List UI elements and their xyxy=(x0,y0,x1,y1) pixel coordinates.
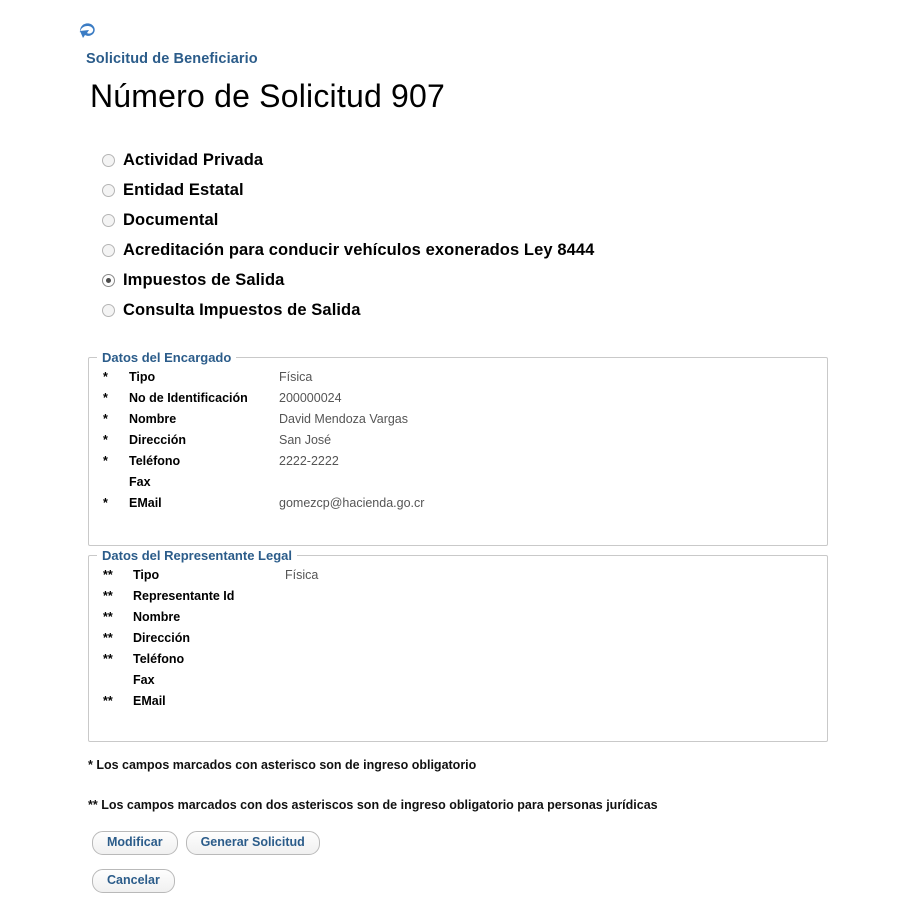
field-row xyxy=(103,691,318,712)
field-value xyxy=(285,607,318,628)
field-label: Nombre xyxy=(133,610,181,624)
radio-label: Acreditación para conducir vehículos exonerados Ley 8444 xyxy=(123,240,595,259)
primary-button-row xyxy=(92,831,320,855)
field-value: Física xyxy=(285,568,319,582)
field-label: Fax xyxy=(133,673,155,687)
field-row xyxy=(103,670,318,691)
radio-label: Consulta Impuestos de Salida xyxy=(123,300,361,319)
field-row xyxy=(103,649,318,670)
field-value: San José xyxy=(279,433,332,447)
field-label: EMail xyxy=(133,694,166,708)
encargado-field-table xyxy=(103,367,424,514)
required-marker: * xyxy=(103,412,108,426)
note-two-asterisks: ** Los campos marcados con dos asteriscos son de ingreso obligatorio para personas jurídicas xyxy=(88,798,658,812)
radio-option-documental[interactable] xyxy=(102,205,862,235)
radio-option-acreditacion-ley-8444[interactable] xyxy=(102,235,862,265)
page-title: Número de Solicitud 907 xyxy=(90,78,446,114)
radio-label: Documental xyxy=(123,210,219,229)
field-label: EMail xyxy=(129,496,162,510)
radio-label: Impuestos de Salida xyxy=(123,270,285,289)
encargado-legend: Datos del Encargado xyxy=(102,350,232,365)
required-marker: * xyxy=(103,433,108,447)
field-label: Teléfono xyxy=(133,652,185,666)
radio-icon[interactable] xyxy=(102,154,115,167)
radio-icon[interactable] xyxy=(102,244,115,257)
field-label: Dirección xyxy=(133,631,190,645)
field-label: Tipo xyxy=(133,568,160,582)
field-row xyxy=(103,388,424,409)
field-label: Dirección xyxy=(129,433,186,447)
field-value xyxy=(285,691,318,712)
field-value: gomezcp@hacienda.go.cr xyxy=(279,496,425,510)
required-marker: * xyxy=(103,496,108,510)
field-value xyxy=(285,586,318,607)
required-marker: ** xyxy=(103,568,113,582)
representante-legend: Datos del Representante Legal xyxy=(102,548,292,563)
field-row xyxy=(103,409,424,430)
solicitud-type-radio-group xyxy=(102,145,862,325)
radio-option-impuestos-de-salida[interactable] xyxy=(102,265,862,295)
required-marker: ** xyxy=(103,652,113,666)
cancelar-button[interactable]: Cancelar xyxy=(92,869,175,893)
required-marker xyxy=(103,472,129,493)
radio-option-actividad-privada[interactable] xyxy=(102,145,862,175)
field-value: 200000024 xyxy=(279,391,342,405)
field-label: Fax xyxy=(129,475,151,489)
radio-icon-selected[interactable] xyxy=(102,274,115,287)
representante-field-table xyxy=(103,565,318,712)
page-subtitle: Solicitud de Beneficiario xyxy=(86,51,258,67)
field-label: Nombre xyxy=(129,412,177,426)
representante-fieldset xyxy=(88,548,828,742)
field-value xyxy=(279,472,424,493)
field-value: 2222-2222 xyxy=(279,454,339,468)
field-row xyxy=(103,586,318,607)
field-row xyxy=(103,607,318,628)
secondary-button-row xyxy=(92,869,175,893)
modificar-button[interactable]: Modificar xyxy=(92,831,178,855)
field-row xyxy=(103,367,424,388)
radio-option-entidad-estatal[interactable] xyxy=(102,175,862,205)
radio-label: Entidad Estatal xyxy=(123,180,244,199)
field-row xyxy=(103,493,424,514)
radio-option-consulta-impuestos-de-salida[interactable] xyxy=(102,295,862,325)
field-value: Física xyxy=(279,370,313,384)
required-marker: ** xyxy=(103,589,113,603)
field-row xyxy=(103,628,318,649)
radio-icon[interactable] xyxy=(102,214,115,227)
field-value xyxy=(285,670,318,691)
note-one-asterisk: * Los campos marcados con asterisco son de ingreso obligatorio xyxy=(88,758,477,772)
encargado-fieldset xyxy=(88,350,828,546)
back-arrow-icon[interactable] xyxy=(76,20,98,42)
required-marker: * xyxy=(103,370,108,384)
required-marker: ** xyxy=(103,610,113,624)
radio-icon[interactable] xyxy=(102,304,115,317)
field-label: Teléfono xyxy=(129,454,181,468)
field-row xyxy=(103,565,318,586)
required-marker: * xyxy=(103,391,108,405)
field-value: David Mendoza Vargas xyxy=(279,412,409,426)
field-row xyxy=(103,451,424,472)
required-marker: ** xyxy=(103,694,113,708)
generar-solicitud-button[interactable]: Generar Solicitud xyxy=(186,831,320,855)
field-row xyxy=(103,430,424,451)
field-label: No de Identificación xyxy=(129,391,248,405)
required-marker xyxy=(103,670,133,691)
field-label: Tipo xyxy=(129,370,156,384)
field-value xyxy=(285,628,318,649)
radio-icon[interactable] xyxy=(102,184,115,197)
field-label: Representante Id xyxy=(133,589,235,603)
field-row xyxy=(103,472,424,493)
field-value xyxy=(285,649,318,670)
required-marker: * xyxy=(103,454,108,468)
required-marker: ** xyxy=(103,631,113,645)
radio-label: Actividad Privada xyxy=(123,150,264,169)
